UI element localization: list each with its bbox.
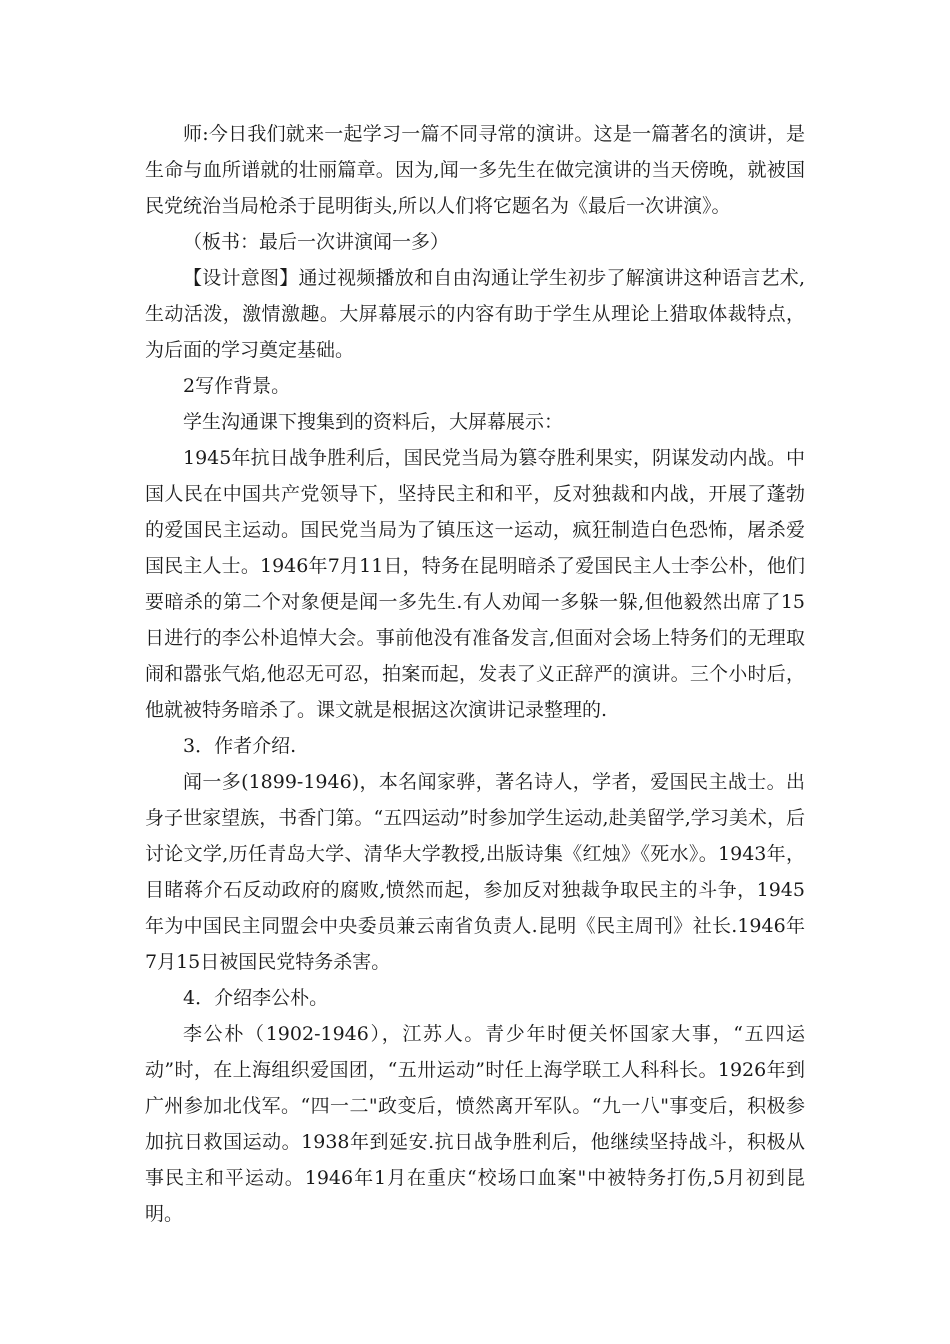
paragraph-teacher-intro: 师:今日我们就来一起学习一篇不同寻常的演讲。这是一篇著名的演讲，是生命与血所谱就的壮丽篇章。因为,闻一多先生在做完演讲的当天傍晚，就被国民党统治当局枪杀于昆明街头,所以人们将它题名为《最后一次讲演》。 (145, 123, 805, 217)
document-body (145, 116, 805, 1232)
paragraph-author-text: 闻一多(1899-1946)，本名闻家骅，著名诗人，学者，爱国民主战士。出身子世家望族，书香门第。“五四运动”时参加学生运动,赴美留学,学习美术，后讨论文学,历任青岛大学、清华大学教授,出版诗集《红烛》《死水》。1943年，目睹蒋介石反动政府的腐败,愤然而起，参加反对独裁争取民主的斗争，1945年为中国民主同盟会中央委员兼云南省负责人.昆明《民主周刊》社长.1946年7月15日被国民党特务杀害。 (145, 771, 805, 973)
paragraph-design-intent: 【设计意图】通过视频播放和自由沟通让学生初步了解演讲这种语言艺术,生动活泼，激情激趣。大屏幕展示的内容有助于学生从理论上猎取体裁特点，为后面的学习奠定基础。 (145, 267, 805, 361)
heading-li-gongpu-intro: 4．介绍李公朴。 (183, 987, 329, 1009)
paragraph-background-text: 1945年抗日战争胜利后，国民党当局为篡夺胜利果实，阴谋发动内战。中国人民在中国共产党领导下，坚持民主和和平，反对独裁和内战，开展了蓬勃的爱国民主运动。国民党当局为了镇压这一运动，疯狂制造白色恐怖，屠杀爱国民主人士。1946年7月11日，特务在昆明暗杀了爱国民主人士李公朴，他们要暗杀的第二个对象便是闻一多先生.有人劝闻一多躲一躲,但他毅然出席了15日进行的李公朴追悼大会。事前他没有准备发言,但面对会场上特务们的无理取闹和嚣张气焰,他忍无可忍，拍案而起，发表了义正辞严的演讲。三个小时后，他就被特务暗杀了。课文就是根据这次演讲记录整理的. (145, 447, 805, 721)
paragraph-li-gongpu-text: 李公朴（1902-1946），江苏人。青少年时便关怀国家大事，“五四运动”时，在上海组织爱国团，“五卅运动”时任上海学联工人科科长。1926年到广州参加北伐军。“四一二"政变后，愤然离开军队。“九一八"事变后，积极参加抗日救国运动。1938年到延安.抗日战争胜利后，他继续坚持战斗，积极从事民主和平运动。1946年1月在重庆“校场口血案"中被特务打伤,5月初到昆明。 (145, 1023, 805, 1225)
heading-author-intro: 3．作者介绍. (183, 735, 297, 757)
heading-writing-background: 2写作背景。 (183, 375, 291, 397)
paragraph-student-exchange: 学生沟通课下搜集到的资料后，大屏幕展示： (183, 411, 564, 433)
paragraph-board-note: （板书：最后一次讲演闻一多） (183, 231, 450, 253)
